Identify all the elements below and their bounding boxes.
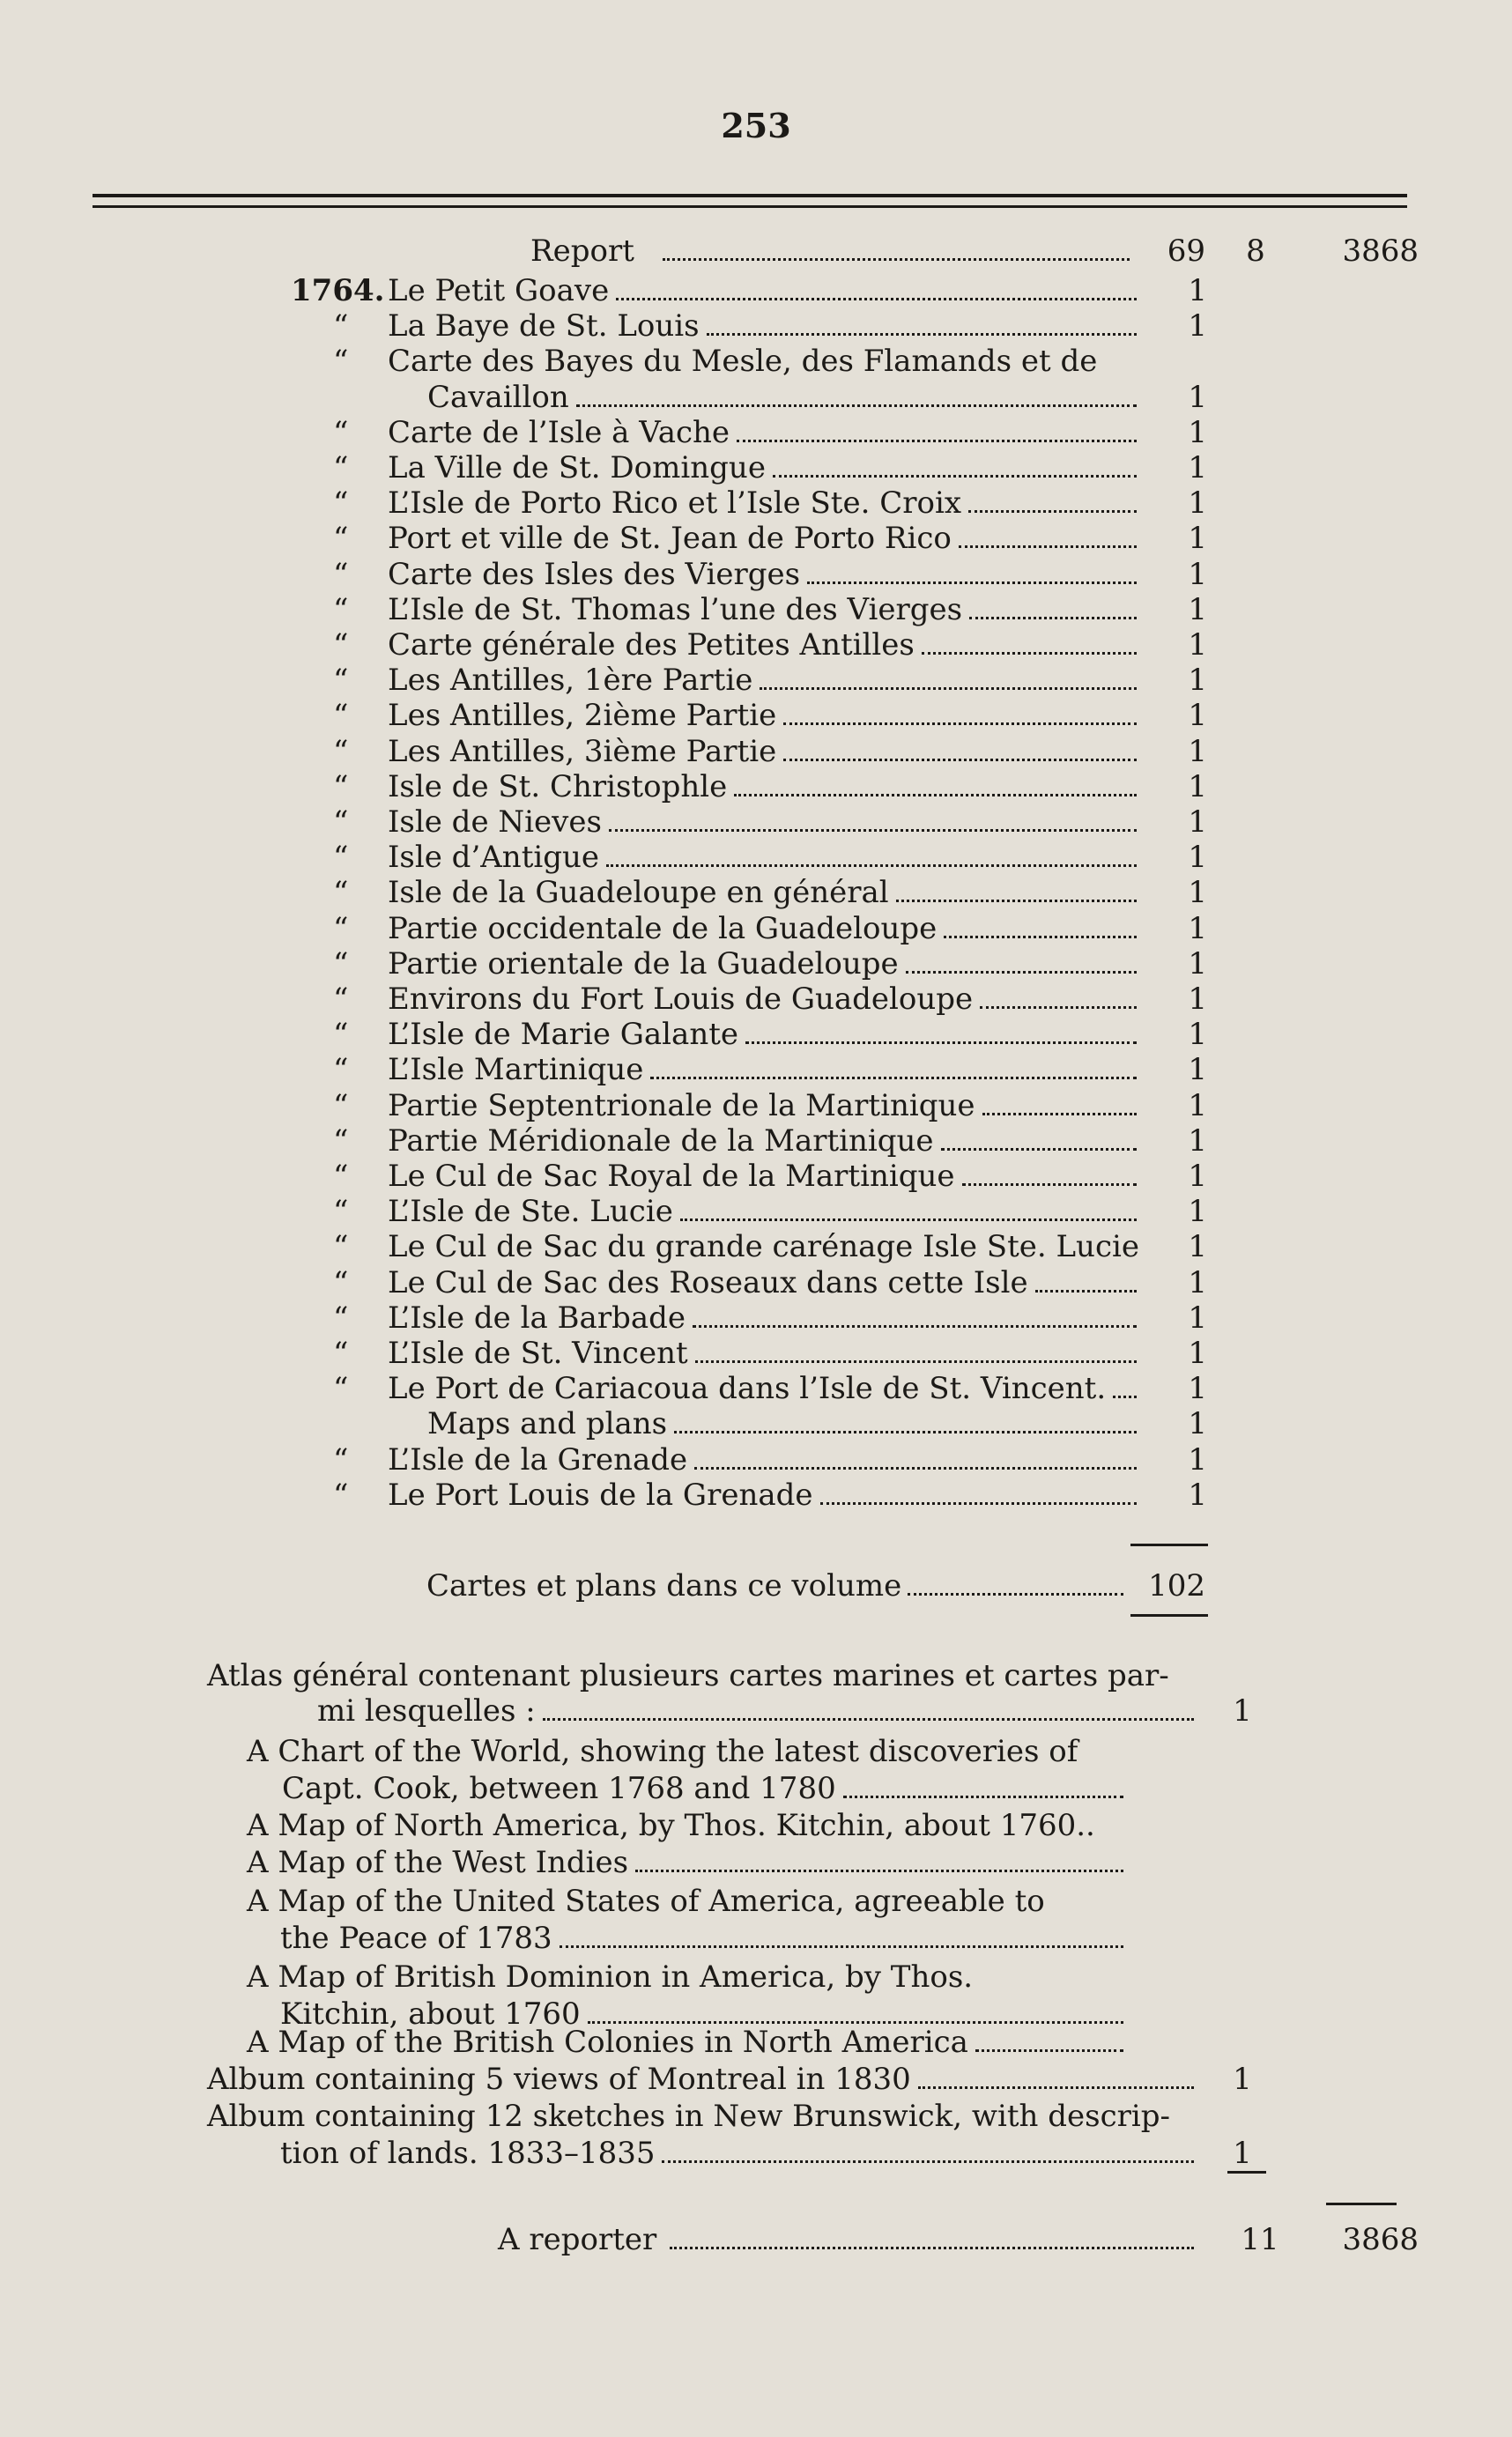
map-title: Les Antilles, 1ère Partie <box>388 663 753 699</box>
atlas-entry-row <box>0 2060 1512 2099</box>
leader-dots <box>737 440 1137 442</box>
atlas-title: Album containing 5 views of Montreal in 1830 <box>207 2062 911 2097</box>
map-entry-row <box>0 1334 1512 1373</box>
map-count: 1 <box>1188 804 1207 840</box>
map-entry-row <box>0 1050 1512 1089</box>
map-entry-row <box>0 980 1512 1019</box>
album-total-rule <box>1227 2171 1266 2174</box>
ditto-mark: “ <box>333 945 349 981</box>
map-entry-row <box>0 271 1512 310</box>
map-title: Isle d’Antigue <box>388 840 600 876</box>
atlas-title: A Chart of the World, showing the latest discoveries of <box>247 1734 1078 1769</box>
map-count: 1 <box>1188 273 1207 308</box>
carry-forward-col3: 3868 <box>1342 2222 1419 2257</box>
atlas-title: the Peace of 1783 <box>280 1921 552 1956</box>
leader-dots <box>1035 1290 1137 1293</box>
map-title: Carte de l’Isle à Vache <box>388 414 730 450</box>
header-rule <box>93 194 1407 197</box>
map-count: 1 <box>1188 698 1207 734</box>
map-count: 1 <box>1188 1122 1207 1159</box>
atlas-title: A Map of the West Indies <box>247 1845 629 1880</box>
ditto-mark: “ <box>333 485 349 522</box>
leader-dots <box>662 2160 1194 2163</box>
map-entry-row <box>0 1157 1512 1196</box>
atlas-title: A Map of the United States of America, agreeable to <box>247 1884 1045 1919</box>
map-title: Partie occidentale de la Guadeloupe <box>388 910 938 946</box>
ditto-mark: “ <box>333 1052 349 1088</box>
map-title: Carte des Bayes du Mesle, des Flamands et de <box>388 344 1098 380</box>
leader-dots <box>944 936 1137 938</box>
map-count: 1 <box>1188 414 1207 450</box>
subtotal-rule-bottom <box>1130 1614 1208 1617</box>
leader-dots <box>609 829 1137 832</box>
map-count: 1 <box>1188 1406 1207 1442</box>
ditto-mark: “ <box>333 1264 349 1300</box>
atlas-count: 1 <box>1233 2062 1252 2097</box>
leader-dots <box>650 1077 1137 1079</box>
map-count: 1 <box>1188 840 1207 876</box>
map-count: 1 <box>1188 521 1207 557</box>
atlas-title: A Map of the British Colonies in North America <box>247 2025 968 2060</box>
leader-dots <box>807 581 1137 584</box>
leader-dots <box>959 545 1137 548</box>
map-title: La Ville de St. Domingue <box>388 450 766 485</box>
map-title: Carte générale des Petites Antilles <box>388 627 915 663</box>
ditto-mark: “ <box>333 450 349 485</box>
map-count: 1 <box>1188 875 1207 911</box>
atlas-title: tion of lands. 1833–1835 <box>280 2136 656 2171</box>
atlas-entry-row <box>0 1882 1512 1921</box>
map-count: 1 <box>1188 945 1207 981</box>
map-count: 1 <box>1188 981 1207 1017</box>
map-title: Port et ville de St. Jean de Porto Rico <box>388 521 952 557</box>
map-entry-row <box>0 413 1512 452</box>
ditto-mark: “ <box>333 875 349 911</box>
map-count: 1 <box>1188 308 1207 344</box>
ditto-mark: “ <box>333 1017 349 1053</box>
report-col2: 8 <box>1246 233 1265 269</box>
ditto-mark: “ <box>333 1371 349 1407</box>
map-title: Partie Septentrionale de la Martinique <box>388 1087 975 1123</box>
leader-dots <box>576 404 1137 407</box>
map-count: 1 <box>1188 663 1207 699</box>
map-entry-row <box>0 767 1512 806</box>
map-entry-row <box>0 342 1512 381</box>
map-entry-row <box>0 555 1512 594</box>
leader-dots <box>543 1718 1194 1721</box>
report-col3: 3868 <box>1342 233 1419 269</box>
leader-dots <box>1113 1396 1137 1398</box>
atlas-entry-row <box>0 1656 1512 1695</box>
leader-dots <box>760 687 1137 690</box>
atlas-entry-row <box>0 1692 1512 1730</box>
map-title: Environs du Fort Louis de Guadeloupe <box>388 981 974 1017</box>
map-title: Les Antilles, 3ième Partie <box>388 733 777 769</box>
map-title: Maps and plans <box>427 1406 668 1442</box>
map-entry-row <box>0 590 1512 629</box>
leader-dots <box>982 1113 1137 1115</box>
ditto-mark: “ <box>333 1194 349 1230</box>
atlas-title: Atlas général contenant plusieurs cartes marines et cartes par- <box>207 1658 1169 1693</box>
leader-dots <box>745 1041 1137 1044</box>
ditto-mark: “ <box>333 1336 349 1371</box>
ditto-mark: “ <box>333 1159 349 1194</box>
ditto-mark: “ <box>333 1441 349 1478</box>
leader-dots <box>616 298 1137 300</box>
map-entry-row <box>0 519 1512 558</box>
atlas-entry-row <box>0 2097 1512 2136</box>
map-entry-row <box>0 1476 1512 1515</box>
atlas-entry-row <box>0 2134 1512 2173</box>
atlas-entry-row <box>0 1732 1512 1771</box>
map-entry-row <box>0 1192 1512 1231</box>
map-title: Partie orientale de la Guadeloupe <box>388 945 899 981</box>
map-count: 1 <box>1188 1441 1207 1478</box>
map-title: Cavaillon <box>427 379 569 415</box>
leader-dots <box>820 1502 1137 1505</box>
map-entry-row <box>0 661 1512 700</box>
map-title: L’Isle de la Grenade <box>388 1441 688 1478</box>
leader-dots <box>606 864 1137 867</box>
map-title: Isle de la Guadeloupe en général <box>388 875 889 911</box>
ditto-mark: “ <box>333 733 349 769</box>
leader-dots <box>906 971 1137 974</box>
subtotal-row <box>0 1567 1512 1605</box>
map-entry-row <box>0 803 1512 841</box>
map-count: 1 <box>1188 1159 1207 1194</box>
map-title: L’Isle de Porto Rico et l’Isle Ste. Croix <box>388 485 961 522</box>
map-entry-row <box>0 1404 1512 1443</box>
ditto-mark: “ <box>333 308 349 344</box>
ditto-mark: “ <box>333 981 349 1017</box>
map-entry-row <box>0 307 1512 345</box>
atlas-title: Capt. Cook, between 1768 and 1780 <box>282 1771 836 1806</box>
map-title: La Baye de St. Louis <box>388 308 700 344</box>
ditto-mark: “ <box>333 1477 349 1513</box>
leader-dots <box>783 722 1137 725</box>
atlas-count: 1 <box>1233 2136 1252 2171</box>
map-count: 1 <box>1188 1300 1207 1336</box>
report-row <box>0 232 1512 270</box>
header-rule <box>93 205 1407 208</box>
map-title: Les Antilles, 2ième Partie <box>388 698 777 734</box>
leader-dots <box>693 1325 1137 1328</box>
leader-dots <box>968 510 1137 513</box>
ditto-mark: “ <box>333 768 349 804</box>
subtotal-label: Cartes et plans dans ce volume <box>426 1568 902 1604</box>
ditto-mark: “ <box>333 1087 349 1123</box>
ditto-mark: “ <box>333 910 349 946</box>
map-title: L’Isle Martinique <box>388 1052 644 1088</box>
map-entry-row <box>0 909 1512 948</box>
map-count: 1 <box>1188 1477 1207 1513</box>
ditto-mark: “ <box>333 698 349 734</box>
leader-dots <box>734 794 1137 796</box>
leader-dots <box>918 2086 1194 2089</box>
map-count: 1 <box>1188 1017 1207 1053</box>
atlas-entry-row <box>0 1843 1512 1882</box>
map-entry-row <box>0 626 1512 664</box>
leader-dots <box>670 2247 1194 2249</box>
map-count: 1 <box>1188 485 1207 522</box>
ditto-mark: “ <box>333 1300 349 1336</box>
ditto-mark: “ <box>333 627 349 663</box>
map-count: 1 <box>1188 591 1207 627</box>
leader-dots <box>969 617 1137 619</box>
atlas-title: A Map of British Dominion in America, by Thos. <box>247 1959 974 1995</box>
carry-forward-row <box>0 2220 1512 2259</box>
map-count: 1 <box>1188 1087 1207 1123</box>
ditto-mark: “ <box>333 804 349 840</box>
map-count: 1 <box>1188 1264 1207 1300</box>
ditto-mark: “ <box>333 1122 349 1159</box>
map-title: Isle de St. Christophle <box>388 768 728 804</box>
leader-dots <box>773 475 1137 478</box>
carry-forward-label: A reporter <box>498 2222 657 2257</box>
map-title: Le Port Louis de la Grenade <box>388 1477 813 1513</box>
leader-dots <box>908 1593 1123 1596</box>
leader-dots <box>843 1796 1123 1798</box>
ditto-mark: “ <box>333 1229 349 1265</box>
map-title: Partie Méridionale de la Martinique <box>388 1122 934 1159</box>
atlas-title: A Map of North America, by Thos. Kitchin, about 1760.. <box>247 1808 1095 1843</box>
atlas-entry-row <box>0 1769 1512 1808</box>
map-entry-row <box>0 1263 1512 1302</box>
map-entry-row <box>0 1227 1512 1266</box>
leader-dots <box>560 1945 1123 1948</box>
leader-dots <box>962 1183 1137 1186</box>
ditto-mark: “ <box>333 591 349 627</box>
map-entry-row <box>0 448 1512 487</box>
map-count: 1 <box>1188 450 1207 485</box>
atlas-title: Kitchin, about 1760 <box>280 1996 581 2032</box>
map-count: 1 <box>1188 733 1207 769</box>
map-title: Isle de Nieves <box>388 804 602 840</box>
map-entry-row <box>0 1122 1512 1160</box>
map-entry-row <box>0 1015 1512 1054</box>
map-entry-row <box>0 873 1512 912</box>
map-entry-row <box>0 1086 1512 1125</box>
leader-dots <box>694 1467 1137 1470</box>
map-count: 1 <box>1188 1229 1207 1265</box>
subtotal-rule-top <box>1130 1544 1208 1546</box>
carry-rule <box>1326 2203 1397 2205</box>
map-count: 1 <box>1188 1194 1207 1230</box>
report-label: Report <box>530 233 634 269</box>
report-col1: 69 <box>1167 233 1205 269</box>
leader-dots <box>680 1218 1137 1221</box>
map-count: 1 <box>1188 768 1207 804</box>
ditto-mark: “ <box>333 556 349 592</box>
map-title: L’Isle de St. Vincent <box>388 1336 688 1371</box>
map-count: 1 <box>1188 379 1207 415</box>
atlas-count: 1 <box>1233 1693 1252 1729</box>
leader-dots <box>783 759 1137 761</box>
map-title: Carte des Isles des Vierges <box>388 556 801 592</box>
map-entry-row <box>0 1369 1512 1408</box>
map-entry-row <box>0 1299 1512 1337</box>
map-entry-row <box>0 484 1512 522</box>
map-count: 1 <box>1188 910 1207 946</box>
map-count: 1 <box>1188 1336 1207 1371</box>
map-title: Le Cul de Sac des Roseaux dans cette Isle <box>388 1264 1028 1300</box>
map-entry-row <box>0 1441 1512 1479</box>
atlas-entry-row <box>0 1919 1512 1958</box>
subtotal-value: 102 <box>1148 1568 1205 1604</box>
leader-dots <box>663 258 1130 261</box>
map-entry-row <box>0 944 1512 983</box>
leader-dots <box>941 1148 1137 1151</box>
atlas-title: mi lesquelles : <box>317 1693 536 1729</box>
map-entry-row <box>0 732 1512 771</box>
map-entry-row <box>0 838 1512 877</box>
atlas-entry-row <box>0 2023 1512 2062</box>
ditto-mark: “ <box>333 521 349 557</box>
atlas-title: Album containing 12 sketches in New Brunswick, with descrip- <box>207 2099 1170 2134</box>
leader-dots <box>635 1870 1123 1872</box>
leader-dots <box>896 900 1137 902</box>
map-count: 1 <box>1188 1371 1207 1407</box>
leader-dots <box>922 652 1137 655</box>
map-entry-row <box>0 378 1512 417</box>
map-title: Le Petit Goave <box>388 273 610 308</box>
map-entry-row <box>0 696 1512 735</box>
leader-dots <box>707 333 1137 336</box>
atlas-entry-row <box>0 1958 1512 1996</box>
leader-dots <box>975 2049 1123 2052</box>
year-label: 1764. <box>291 273 385 308</box>
page-number: 253 <box>721 106 791 145</box>
map-title: Le Cul de Sac du grande carénage Isle Ste. Lucie <box>388 1229 1139 1265</box>
map-title: L’Isle de la Barbade <box>388 1300 686 1336</box>
map-count: 1 <box>1188 627 1207 663</box>
leader-dots <box>980 1006 1137 1009</box>
map-title: Le Port de Cariacoua dans l’Isle de St. Vincent. <box>388 1371 1107 1407</box>
map-title: Le Cul de Sac Royal de la Martinique <box>388 1159 955 1194</box>
leader-dots <box>674 1431 1137 1433</box>
ditto-mark: “ <box>333 344 349 380</box>
carry-forward-col2: 11 <box>1241 2222 1279 2257</box>
ditto-mark: “ <box>333 840 349 876</box>
leader-dots <box>695 1360 1137 1363</box>
ditto-mark: “ <box>333 663 349 699</box>
map-title: L’Isle de Marie Galante <box>388 1017 739 1053</box>
atlas-entry-row <box>0 1806 1512 1845</box>
map-title: L’Isle de St. Thomas l’une des Vierges <box>388 591 963 627</box>
map-count: 1 <box>1188 556 1207 592</box>
ditto-mark: “ <box>333 414 349 450</box>
map-count: 1 <box>1188 1052 1207 1088</box>
map-title: L’Isle de Ste. Lucie <box>388 1194 673 1230</box>
